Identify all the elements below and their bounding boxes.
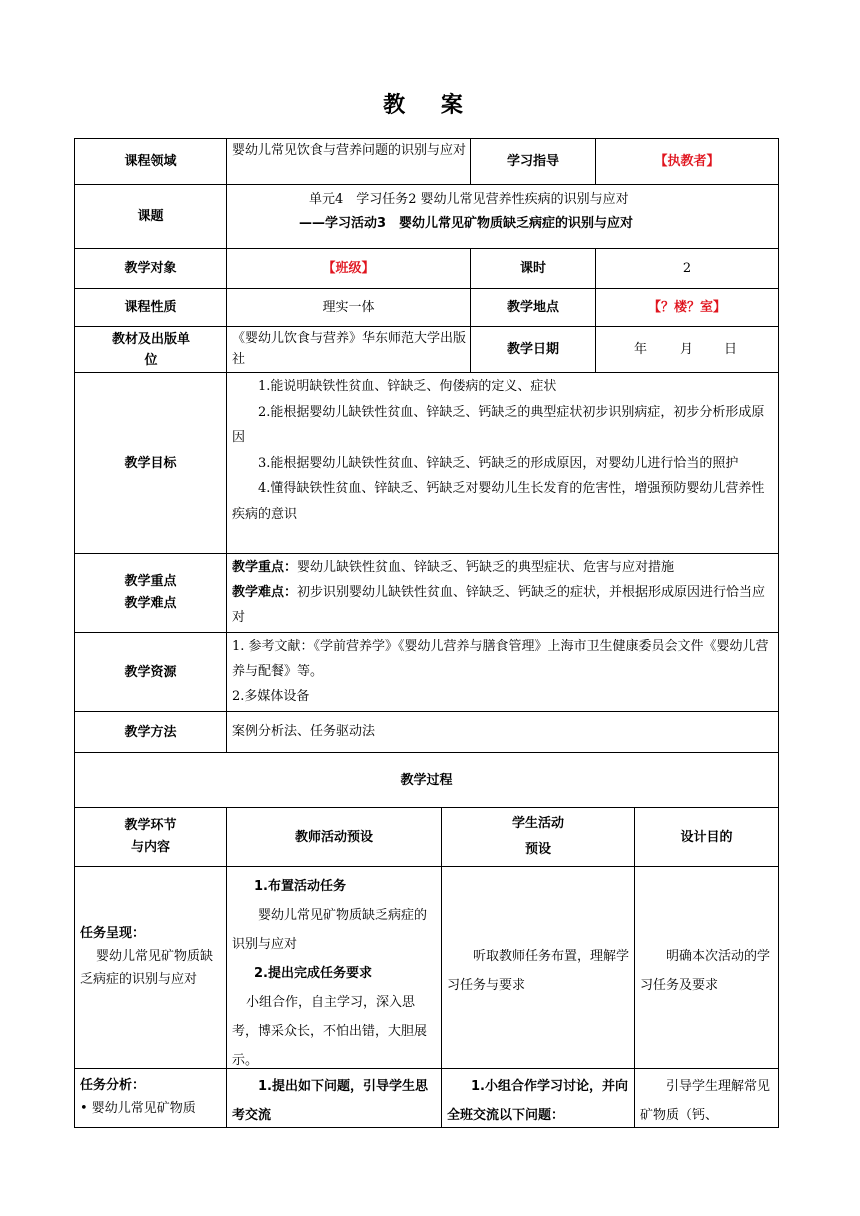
header-design-purpose: 设计目的	[680, 829, 733, 845]
teaching-target-label: 教学对象	[124, 261, 177, 276]
teaching-methods-label: 教学方法	[124, 724, 177, 740]
teaching-target-value: 【班级】	[322, 261, 375, 276]
task-analysis-purpose	[640, 1072, 774, 1126]
date-year: 年	[634, 342, 648, 357]
class-hours-label: 课时	[519, 261, 546, 276]
header-student-line1: 学生活动	[511, 816, 564, 831]
teaching-place-label: 教学地点	[506, 300, 559, 315]
topic-label: 课题	[137, 209, 164, 224]
resource-item: 1. 参考文献：《学前营养学》《婴幼儿营养与膳食管理》上海市卫生健康委员会文件《婴幼儿营养与配餐》等。	[232, 639, 769, 679]
resource-item: 2.多媒体设备	[232, 689, 310, 704]
header-student-activity	[442, 808, 634, 866]
teaching-goals-list	[232, 374, 774, 552]
task-present-teacher	[232, 872, 436, 1066]
task-present-stage	[80, 922, 222, 1022]
difficult-point-text: 初步识别婴幼儿缺铁性贫血、锌缺乏、钙缺乏的症状，并根据形成原因进行恰当应对	[232, 585, 766, 625]
topic-value	[227, 188, 778, 246]
textbook-label: 教材及出版单位	[111, 332, 190, 368]
task-analysis-bullet: • 婴幼儿常见矿物质	[80, 1101, 196, 1116]
course-area-label: 课程领域	[124, 154, 177, 169]
task-present-student	[447, 942, 630, 1002]
study-guide-label: 学习指导	[506, 154, 559, 169]
assign-task-heading: 1.布置活动任务	[254, 879, 346, 894]
task-analysis-purpose-text: 引导学生理解常见矿物质（钙、	[640, 1079, 771, 1123]
header-student-line2: 预设	[524, 842, 551, 857]
class-hours-value: 2	[682, 261, 692, 276]
teaching-date-label: 教学日期	[506, 342, 559, 357]
key-point-text: 婴幼儿缺铁性贫血、锌缺乏、钙缺乏的典型症状、危害与应对措施	[297, 560, 675, 575]
header-stage	[75, 808, 226, 866]
task-analysis-label: 任务分析：	[80, 1078, 146, 1093]
course-nature-label: 课程性质	[124, 300, 177, 315]
study-guide-value: 【执教者】	[654, 154, 720, 169]
task-present-purpose	[640, 942, 774, 1002]
teaching-methods-value: 案例分析法、任务驱动法	[232, 724, 376, 739]
requirements-text: 小组合作，自主学习，深入思考，博采众长，不怕出错，大胆展示。	[232, 995, 428, 1068]
header-stage-line2: 与内容	[130, 840, 170, 855]
task-present-content: 婴幼儿常见矿物质缺乏病症的识别与应对	[80, 949, 214, 987]
goal-item: 4.懂得缺铁性贫血、锌缺乏、钙缺乏对婴幼儿生长发育的危害性，增强预防婴幼儿营养性疾病的意识	[232, 481, 765, 522]
task-analysis-teacher-text: 1.提出如下问题，引导学生思考交流	[232, 1079, 428, 1123]
task-analysis-student-text: 1.小组合作学习讨论，并向全班交流以下问题：	[447, 1079, 628, 1123]
difficult-point-title: 教学难点：	[232, 585, 298, 600]
course-area-value: 婴幼儿常见饮食与营养问题的识别与应对	[232, 143, 467, 158]
document-title: 教 案	[383, 93, 477, 118]
teaching-date-value	[596, 337, 778, 363]
task-analysis-teacher	[232, 1072, 436, 1126]
teaching-process-title: 教学过程	[400, 772, 453, 788]
key-point-title: 教学重点：	[232, 560, 298, 575]
topic-line-2: ——学习活动3 婴幼儿常见矿物质缺乏病症的识别与应对	[299, 216, 634, 231]
task-present-purpose-text: 明确本次活动的学习任务及要求	[640, 949, 771, 993]
textbook-value: 《婴幼儿饮食与营养》华东师范大学出版社	[232, 331, 467, 367]
key-label: 教学重点	[124, 574, 177, 589]
difficult-label: 教学难点	[124, 596, 177, 611]
course-nature-value: 理实一体	[322, 300, 375, 315]
teaching-place-value: 【？楼？室】	[647, 300, 726, 315]
teaching-goals-label: 教学目标	[124, 455, 177, 471]
topic-line-1: 单元4 学习任务2 婴幼儿常见营养性疾病的识别与应对	[309, 192, 629, 207]
header-stage-line1: 教学环节	[124, 818, 177, 833]
date-day: 日	[724, 342, 738, 357]
assign-task-text: 婴幼儿常见矿物质缺乏病症的识别与应对	[232, 908, 428, 952]
key-difficult-content	[232, 555, 774, 631]
task-present-label: 任务呈现：	[80, 926, 146, 941]
goal-item: 2.能根据婴幼儿缺铁性贫血、锌缺乏、钙缺乏的典型症状初步识别病症，初步分析形成原因	[232, 404, 765, 445]
task-present-student-text: 听取教师任务布置，理解学习任务与要求	[447, 949, 630, 993]
goal-item: 3.能根据婴幼儿缺铁性贫血、锌缺乏、钙缺乏的形成原因，对婴幼儿进行恰当的照护	[258, 455, 739, 471]
task-analysis-student	[447, 1072, 630, 1126]
key-difficult-label	[75, 554, 226, 632]
header-teacher-activity: 教师活动预设	[294, 829, 373, 845]
requirements-heading: 2.提出完成任务要求	[254, 966, 372, 981]
teaching-resources-content	[232, 634, 774, 710]
task-analysis-stage	[80, 1074, 222, 1126]
date-month: 月	[680, 342, 694, 357]
goal-item: 1.能说明缺铁性贫血、锌缺乏、佝偻病的定义、症状	[258, 379, 557, 394]
teaching-resources-label: 教学资源	[124, 664, 177, 680]
